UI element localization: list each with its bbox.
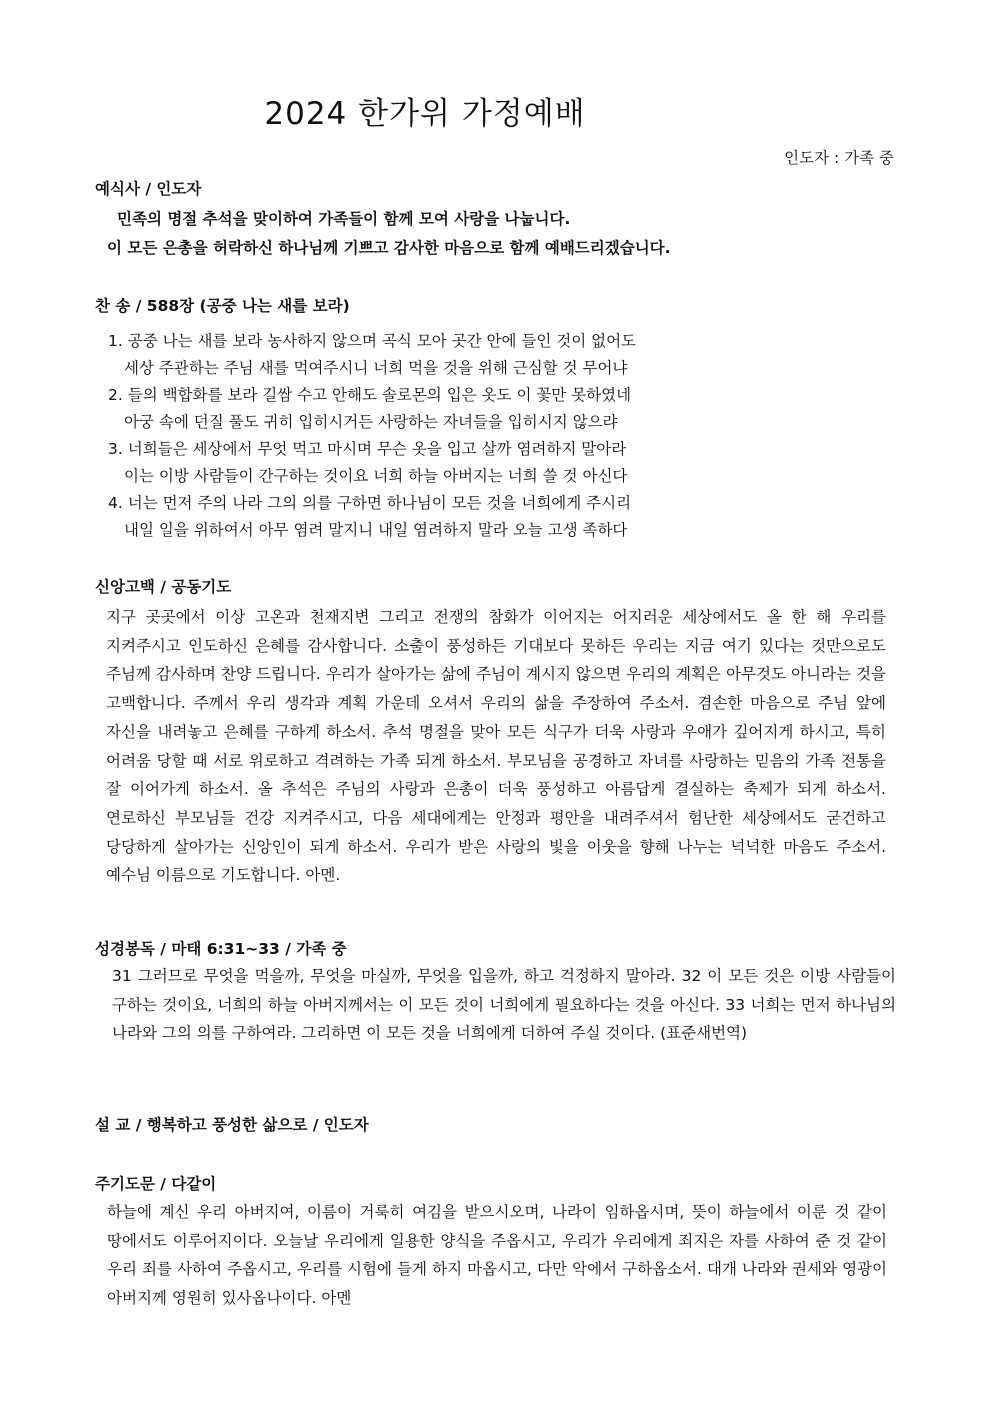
hymn-heading: 찬 송 / 588장 (공중 나는 새를 보라) xyxy=(95,297,350,315)
hymn-verse-4-line-2: 내일 일을 위하여서 아무 염려 말지니 내일 염려하지 말라 오늘 고생 족하다 xyxy=(124,521,628,539)
leader-line: 인도자 : 가족 중 xyxy=(784,149,894,167)
hymn-verse-2-line-2: 아궁 속에 던질 풀도 귀히 입히시거든 사랑하는 자녀들을 입히시지 않으랴 xyxy=(124,413,618,431)
sermon-heading: 설 교 / 행복하고 풍성한 삶으로 / 인도자 xyxy=(95,1116,369,1134)
prayer-text: 지구 곳곳에서 이상 고온과 천재지변 그리고 전쟁의 참화가 이어지는 어지러운 세상에서도 올 한 해 우리를 지켜주시고 인도하신 은혜를 감사합니다. 소출이 풍성하든 기대보다 못하든 우리는 지금 여기 있다는 것만으로도 주님께 감사하며 찬양 드립니다. 우리가 살아가는 삶에 주님이 계시지 않으면 우리의 계획은 아무것도 아니라는 것을 고백합니다. 주께서 우리 생각과 계획 가운데 오셔서 우리의 삶을 주장하여 주소서. 겸손한 마음으로 주님 앞에 자신을 내려놓고 은혜를 구하게 하소서. 추석 명절을 맞아 모든 식구가 더욱 사랑과 우애가 깊어지게 하시고, 특히 어려움 당할 때 서로 위로하고 격려하는 가족 되게 하소서. 부모님을 공경하고 자녀를 사랑하는 믿음의 가족 전통을 잘 이어가게 하소서. 올 추석은 주님의 사랑과 은총이 더욱 풍성하고 아름답게 결실하는 축제가 되게 하소서. 연로하신 부모님들 건강 지켜주시고, 다음 세대에게는 안정과 평안을 내려주셔서 험난한 세상에서도 굳건하고 당당하게 살아가는 신앙인이 되게 하소서. 우리가 받은 사랑의 빛을 이웃을 향해 나누는 넉넉한 마음도 주소서. 예수님 이름으로 기도합니다. 아멘. xyxy=(106,608,886,885)
scripture-text: 31 그러므로 무엇을 먹을까, 무엇을 마실까, 무엇을 입을까, 하고 걱정하지 말아라. 32 이 모든 것은 이방 사람들이 구하는 것이요, 너희의 하늘 아버지께서는 이 모든 것이 너희에게 필요하다는 것을 아신다. 33 너희는 먼저 하나님의 나라와 그의 의를 구하여라. 그리하면 이 모든 것을 너희에게 더하여 주실 것이다. (표준새번역) xyxy=(112,967,896,1043)
hymn-verse-3-line-2: 이는 이방 사람들이 간구하는 것이요 너희 하늘 아버지는 너희 쓸 것 아신다 xyxy=(124,467,628,485)
lords-prayer-text: 하늘에 계신 우리 아버지여, 이름이 거룩히 여김을 받으시오며, 나라이 임하옵시며, 뜻이 하늘에서 이룬 것 같이 땅에서도 이루어지이다. 오늘날 우리에게 일용한 양식을 주옵시고, 우리가 우리에게 죄지은 자를 사하여 준 것 같이 우리 죄를 사하여 주옵시고, 우리를 시험에 들게 하지 마옵시고, 다만 악에서 구하옵소서. 대개 나라와 권세와 영광이 아버지께 영원히 있사옵나이다. 아멘 xyxy=(107,1203,887,1308)
hymn-verse-1-line-1: 1. 공중 나는 새를 보라 농사하지 않으며 곡식 모아 곳간 안에 들인 것이 없어도 xyxy=(108,332,637,350)
opening-heading: 예식사 / 인도자 xyxy=(95,180,202,198)
opening-line-1: 민족의 명절 추석을 맞이하여 가족들이 함께 모여 사랑을 나눕니다. xyxy=(117,210,571,228)
page-title: 2024 한가위 가정예배 xyxy=(264,96,586,132)
hymn-verse-4-line-1: 4. 너는 먼저 주의 나라 그의 의를 구하면 하나님이 모든 것을 너희에게 주시리 xyxy=(108,494,632,512)
hymn-verse-3-line-1: 3. 너희들은 세상에서 무엇 먹고 마시며 무슨 옷을 입고 살까 염려하지 말아라 xyxy=(108,440,627,458)
lords-prayer-heading: 주기도문 / 다같이 xyxy=(95,1175,217,1193)
hymn-verse-2-line-1: 2. 들의 백합화를 보라 길쌈 수고 안해도 솔로몬의 입은 옷도 이 꽃만 못하였네 xyxy=(108,386,632,404)
scripture-heading: 성경봉독 / 마태 6:31~33 / 가족 중 xyxy=(95,940,347,958)
prayer-heading: 신앙고백 / 공동기도 xyxy=(95,578,232,596)
hymn-verse-1-line-2: 세상 주관하는 주님 새를 먹여주시니 너희 먹을 것을 위해 근심할 것 무어냐 xyxy=(124,359,628,377)
opening-line-2: 이 모든 은총을 허락하신 하나님께 기쁘고 감사한 마음으로 함께 예배드리겠습니다. xyxy=(107,239,671,257)
